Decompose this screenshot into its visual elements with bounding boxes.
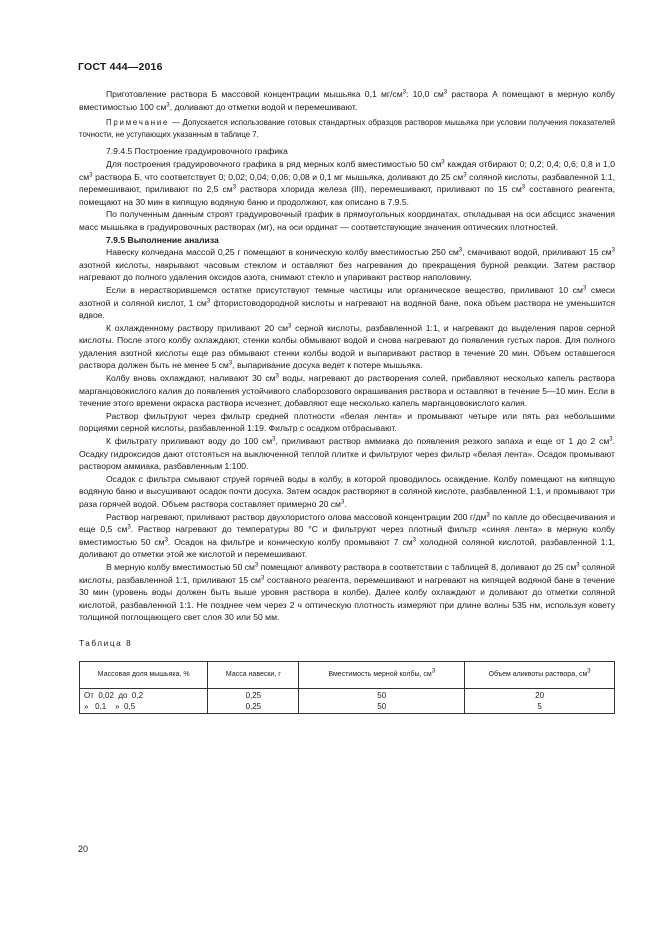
header-flask-volume: Вместимость мерной колбы, $см^3$: [299, 661, 465, 689]
paragraph-ammonia: К фильтрату приливают воду до 100 $см^3$, приливают раствор аммиака до появления резкого запаха и еще от 1 до 2 $см^3$. Осадку гидроксидов дают отстояться на выключенной теплой плитке и фильтруют через фильтр «белая лента». Осадок промывают раствором аммиака, разбавленным 1:100.: [79, 436, 615, 472]
paragraph-residue: Если в нерастворившемся остатке присутствуют темные частицы или органическое вещество, приливают 10 $см^3$ смеси азотной и соляной кислот, 1 $см^3$ фтористоводородной кислоты и нагревают на водяной бане, пока объем раствора не уменьшится вдвое.: [79, 284, 615, 321]
paragraph-graph: По полученным данным строят градуировочный график в прямоугольных координатах, откладывая на оси абсцисс значения масс мышьяка в градуировочных растворах (мг), на оси ординат — соответствующие значения оптических плотностей.: [79, 209, 615, 232]
table-row: [80, 689, 615, 702]
cell-volume: 50: [299, 689, 465, 702]
cell-range: » 0,1 » 0,5: [80, 701, 208, 714]
note: Примечание — Допускается использование готовых стандартных образцов растворов мышьяка при условии получения показателей точности, не уступающих указанным в таблице 7.: [79, 118, 615, 139]
table-row: [80, 701, 615, 714]
paragraph-permanganate: Колбу вновь охлаждают, наливают 30 $см^3$ воды, нагревают до растворения солей, прибавляют несколько капель раствора марганцовокислого калия до появления устойчивого слаборозового окрашивания раствора и оставляют в течение 5—10 мин. Если в течение этого времени окраска раствора исчезнет, добавляют еще несколько капель марганцовокислого калия.: [79, 373, 615, 409]
paragraph-tin-chloride: Раствор нагревают, приливают раствор двухлористого олова массовой концентрации 200 $г/дм^3$ по капле до обесцвечивания и еще 0,5 $см^3$. Раствор нагревают до температуры 80 °С и фильтруют через плотный фильтр «синяя лента» в мерную колбу вместимостью 50 $см^3$. Осадок на фильтре и коническую колбу промывают 7 $см^3$ холодной соляной кислотой, разбавленной 1:1, доливают до отметки этой же кислотой и перемешивают.: [79, 511, 615, 560]
paragraph-sample: Навеску колчедана массой 0,25 г помещают в коническую колбу вместимостью 250 $см^3$, смачивают водой, приливают 15 $см^3$ азотной кислоты, накрывают часовым стеклом и оставляют без нагревания до прекращения бурной реакции. Затем раствор нагревают до полного удаления оксидов азота, снимают стекло и упаривают раствор наполовину.: [79, 247, 615, 283]
paragraph-filtration: Раствор фильтруют через фильтр средней плотности «белая лента» и промывают четыре или пять раз небольшими порциями серной кислоты, разбавленной 1:19. Фильтр с осадком отбрасывают.: [79, 410, 615, 434]
paragraph-measurement: В мерную колбу вместимостью 50 $см^3$ помещают аликвоту раствора в соответствии с таблицей 8, доливают до 25 $см^3$ соляной кислоты, разбавленной 1:1, приливают 15 $см^3$ составного реагента, перемешивают и нагревают на кипящей водяной бане в течение 30 мин (уровень воды должен быть выше уровня раствора в колбе). Далее колбу охлаждают и доливают до отметки соляной кислотой, разбавленной 1:1. Не позднее чем через 2 ч оптическую плотность измеряют при длине волны 535 нм, используя ковету толщиной поглощающего свет слоя 30 или 50 мм.: [79, 561, 615, 623]
cell-mass: 0,25: [208, 689, 299, 702]
table-8: [79, 661, 615, 715]
cell-aliquot: 5: [465, 701, 615, 714]
cell-volume: 50: [299, 701, 465, 714]
section-heading-7-9-5: 7.9.5 Выполнение анализа: [106, 234, 219, 245]
document-header: ГОСТ 444—2016: [78, 61, 163, 73]
header-sample-mass: Масса навески, г: [208, 661, 299, 689]
document-body: [79, 88, 615, 714]
cell-mass: 0,25: [208, 701, 299, 714]
subsection-heading-7-9-4-5: 7.9.4.5 Построение градуировочного графика: [106, 146, 288, 157]
cell-range: От 0,02 до 0,2: [80, 689, 208, 702]
table-title: Таблица 8: [79, 638, 133, 648]
note-label: Примечание: [106, 118, 170, 128]
paragraph-precipitate: Осадок с фильтра смывают струей горячей воды в колбу, в которой проводилось осаждение. Колбу помещают на кипящую водяную баню и высушивают осадок почти досуха. Затем осадок растворяют в соляной кислоте, разбавленной 1:1, и промывают три раза горячей водой. Объем раствора составляет примерно 20 $см^3$.: [79, 473, 615, 509]
page-number: 20: [78, 844, 89, 854]
paragraph-solution-b: Приготовление раствора Б массовой концентрации мышьяка 0,1 $мг/см^3$: 10,0 $см^3$ раствора А помещают в мерную колбу вместимостью 100 $см^3$, доливают до отметки водой и перемешивают.: [79, 89, 615, 112]
table-header-row: [80, 661, 615, 689]
cell-aliquot: 20: [465, 689, 615, 702]
header-aliquot-volume: Объем аликвоты раствора, $см^3$: [465, 661, 615, 689]
paragraph-calibration: Для построения градуировочного графика в ряд мерных колб вместимостью 50 $см^3$ каждая отбирают 0; 0,2; 0,4; 0,6; 0,8 и 1,0 $см^3$ раствора Б, что соответствует 0; 0,02; 0,04; 0,06; 0,08 и 0,1 мг мышьяка, доливают до 25 $см^3$ соляной кислоты, разбавленной 1:1, перемешивают, приливают по 2,5 $см^3$ раствора хлорида железа (III), перемешивают, приливают по 15 $см^3$ составного реагента, помещают на 30 мин в кипящую водяную баню и продолжают, как описано в 7.9.5.: [79, 158, 616, 207]
paragraph-sulfuric: К охлажденному раствору приливают 20 $см^3$ серной кислоты, разбавленной 1:1, и нагревают до выделения паров серной кислоты. После этого колбу охлаждают, стенки колбы обмывают водой и снова нагревают до появления густых паров. Для полного удаления азотной кислоты еще раз обмывают стенки колбы водой и выпаривают раствор в течение 20 мин. Объем оставшегося раствора должен быть не менее 5 $см^3$, выпаривание досуха ведет к потере мышьяка.: [79, 322, 615, 371]
header-arsenic-fraction: Массовая доля мышьяка, %: [80, 661, 208, 689]
